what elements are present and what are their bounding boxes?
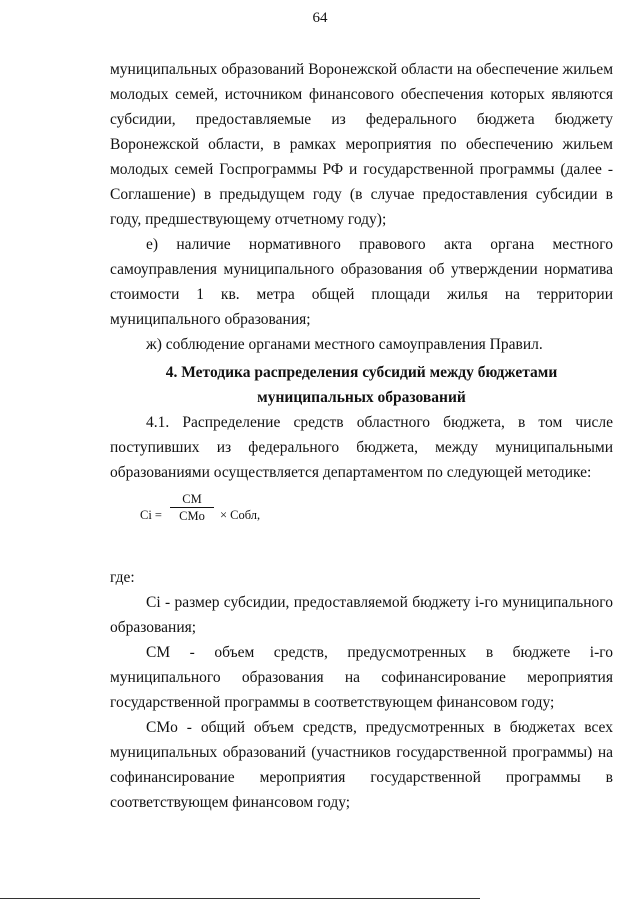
section-heading	[110, 360, 613, 410]
paragraph-item-e: е) наличие нормативного правового акта органа местного самоуправления муниципального образования об утверждении норматива стоимости 1 кв. метра общей площади жилья на территории муниципального образования;	[110, 236, 613, 328]
page-number: 64	[312, 10, 328, 26]
footer-divider	[0, 898, 480, 899]
definition-cmo: CMo - общий объем средств, предусмотренных в бюджетах всех муниципальных образований (участников государственной программы) на софинансирование мероприятия государственной программы в соответствующем финансовом году;	[110, 719, 613, 811]
where-label: где:	[110, 569, 135, 586]
document-body	[110, 57, 613, 815]
formula-denominator: CMo	[179, 509, 205, 523]
paragraph-item-zh: ж) соблюдение органами местного самоуправления Правил.	[146, 336, 543, 353]
paragraph-continuation: муниципальных образований Воронежской области на обеспечение жильем молодых семей, источником финансового обеспечения которых являются субсидии, предоставляемые из федерального бюджета бюджету Воронежской области, в рамках мероприятия по обеспечению жильем молодых семей Госпрограммы РФ и государственной программы (далее - Соглашение) в предыдущем году (в случае предоставления субсидии в году, предшествующему отчетному году);	[110, 61, 613, 228]
formula-rhs: × Cобл,	[220, 508, 261, 522]
definition-cm: CM - объем средств, предусмотренных в бюджете i-го муниципального образования на софинансирование мероприятия государственной программы в соответствующем финансовом году;	[110, 644, 613, 711]
formula-fraction	[170, 491, 214, 524]
definition-ci: Ci - размер субсидии, предоставляемой бюджету i-го муниципального образования;	[110, 594, 613, 636]
formula	[110, 489, 613, 549]
paragraph-4-1: 4.1. Распределение средств областного бюджета, в том числе поступивших из федерального бюджета, между муниципальными образованиями осуществляется департаментом по следующей методике:	[110, 414, 613, 481]
formula-numerator: CM	[170, 491, 214, 508]
formula-lhs: Ci =	[140, 508, 162, 522]
section-heading-line-2: муниципальных образований	[257, 389, 466, 406]
section-heading-line-1: 4. Методика распределения субсидий между бюджетами	[165, 364, 558, 381]
